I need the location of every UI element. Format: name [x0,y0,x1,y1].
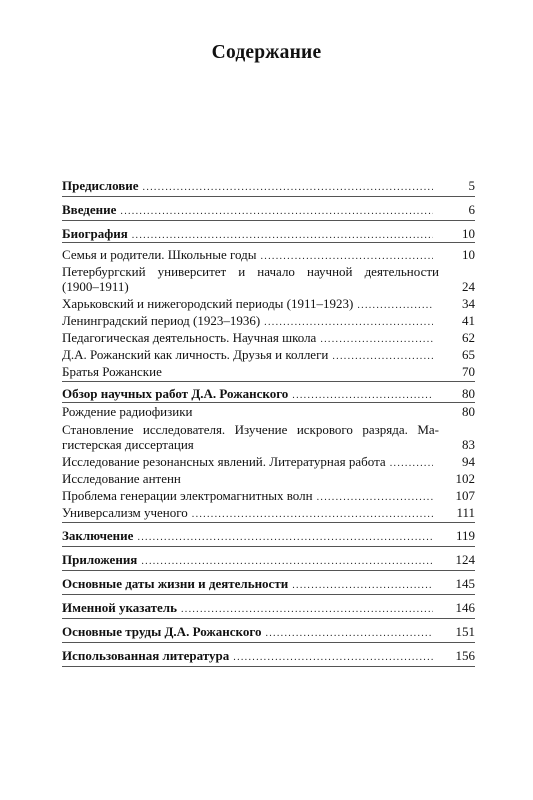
toc-entry-label-line2: гистерская диссертация [62,437,194,452]
toc-page-number: 65 [462,347,475,362]
toc-page-number: 24 [462,279,475,294]
dot-leader [292,388,433,403]
toc-entry-label: Проблема генерации электромагнитных волн [62,488,313,503]
toc-page-number: 6 [468,202,475,217]
toc-entry-pedagogy [62,330,475,345]
toc-entry-label: Биография [62,226,128,241]
toc-entry-label: Обзор научных работ Д.А. Рожанского [62,386,289,401]
toc-page-number: 151 [455,624,475,639]
divider [62,570,475,571]
toc-entry-name-index [62,600,475,615]
divider [62,594,475,595]
toc-page-number: 62 [462,330,475,345]
dot-leader [317,490,433,505]
divider [62,546,475,547]
toc-entry-resonance [62,454,475,469]
toc-page-number: 5 [468,178,475,193]
toc-page-number: 10 [462,247,475,262]
toc-entry-label: Предисловие [62,178,139,193]
toc-entry-literature [62,648,475,663]
toc-entry-dates [62,576,475,591]
dot-leader [261,249,434,264]
divider [62,642,475,643]
toc-entry-family [62,247,475,262]
toc-entry-label: Исследование резонансных явлений. Литературная работа [62,454,386,469]
toc-page-number: 111 [456,505,475,520]
toc-entry-label: Введение [62,202,117,217]
dot-leader [264,315,433,330]
dot-leader [233,650,433,665]
dot-leader [292,578,433,593]
toc-page-number: 94 [462,454,475,469]
dot-leader [137,530,433,545]
divider [62,196,475,197]
divider [62,522,475,523]
toc-page-number: 80 [462,386,475,401]
toc-entry-personality [62,347,475,362]
toc-entry-label: Харьковский и нижегородский периоды (1911–1923) [62,296,354,311]
dot-leader [181,602,433,617]
toc-page-number: 102 [455,471,475,486]
toc-entry-label: Именной указатель [62,600,177,615]
dot-leader [332,349,433,364]
toc-entry-appendices [62,552,475,567]
toc-entry-label: Заключение [62,528,134,543]
divider [62,666,475,667]
toc-page-number: 107 [455,488,475,503]
toc-entry-label: Братья Рожанские [62,364,162,379]
toc-page-number: 70 [462,364,475,379]
dot-leader [143,180,433,195]
toc-entry-label: Приложения [62,552,138,567]
toc-entry-leningrad [62,313,475,328]
page-title: Содержание [211,42,322,63]
toc-entry-label-line1: Становление исследователя. Изучение искрового разряда. Ма- [62,422,439,437]
toc-page-number: 124 [455,552,475,567]
toc-entry-survey [62,386,475,401]
toc-entry-label: Использованная литература [62,648,230,663]
toc-entry-brothers [62,364,475,379]
toc-entry-universalism [62,505,475,520]
dot-leader [132,228,433,243]
dot-leader [265,626,433,641]
toc-entry-label: Основные даты жизни и деятельности [62,576,289,591]
divider [62,220,475,221]
toc-entry-formation [62,422,475,452]
toc-entry-label: Универсализм ученого [62,505,188,520]
dot-leader [192,507,433,522]
toc-entry-label: Исследование антенн [62,471,181,486]
toc-entry-label: Ленинградский период (1923–1936) [62,313,261,328]
dot-leader [141,554,433,569]
toc-page-number: 34 [462,296,475,311]
toc-page-number: 156 [455,648,475,663]
toc-entry-label: Д.А. Рожанский как личность. Друзья и коллеги [62,347,329,362]
toc-entry-label: Семья и родители. Школьные годы [62,247,257,262]
toc-entry-label-line2: (1900–1911) [62,279,129,294]
table-of-contents [62,178,475,667]
toc-entry-label: Педагогическая деятельность. Научная школа [62,330,317,345]
toc-entry-works [62,624,475,639]
toc-entry-label-line1: Петербургский университет и начало научной деятельности [62,264,439,279]
toc-page-number: 145 [455,576,475,591]
toc-entry-antennas [62,471,475,486]
toc-page-number: 10 [462,226,475,241]
toc-entry-preface [62,178,475,193]
divider [62,381,475,382]
dot-leader [390,456,433,471]
toc-entry-introduction [62,202,475,217]
toc-entry-conclusion [62,528,475,543]
dot-leader [120,204,433,219]
toc-entry-petersburg [62,264,475,294]
toc-entry-radiophysics [62,404,475,419]
toc-page-number: 119 [455,528,475,543]
toc-page-number: 146 [455,600,475,615]
toc-page-number: 80 [462,404,475,419]
toc-page-number: 41 [462,313,475,328]
toc-entry-kharkov [62,296,475,311]
toc-entry-label: Основные труды Д.А. Рожанского [62,624,262,639]
dot-leader [357,298,433,313]
toc-entry-label: Рождение радиофизики [62,404,193,419]
toc-entry-generation [62,488,475,503]
toc-entry-biography [62,226,475,241]
divider [62,618,475,619]
toc-page-number: 83 [462,437,475,452]
dot-leader [320,332,433,347]
